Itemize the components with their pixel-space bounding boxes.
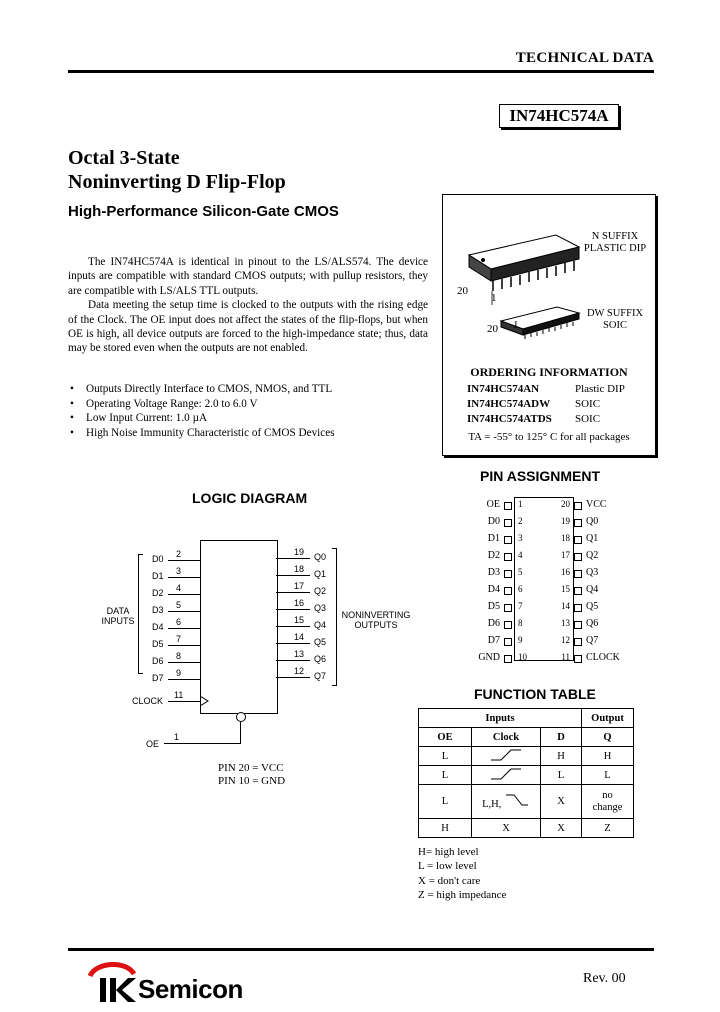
input-wire [168, 611, 200, 612]
feature-item: • Outputs Directly Interface to CMOS, NMOS, and TTL [68, 382, 428, 397]
input-label: D2 [152, 588, 164, 598]
falling-edge-icon [504, 793, 530, 807]
description-paragraph: Data meeting the setup time is clocked to the outputs with the rising edge of the Clock. The OE input does not affect the states of the flip-flops, but when OE is high, all device outputs are forced to the high-impedance state; thus, data may be stored even when the outputs are not enabled. [68, 299, 428, 355]
input-label: D5 [152, 639, 164, 649]
output-wire [276, 609, 310, 610]
pin-name: Q6 [586, 618, 599, 629]
pin-name: D5 [487, 601, 500, 612]
pin-number: 17 [561, 550, 570, 560]
output-wire [276, 660, 310, 661]
pin-number: 18 [561, 533, 570, 543]
output-label: Q4 [314, 620, 327, 630]
pin-name: VCC [586, 499, 607, 510]
col-header: Q [582, 728, 634, 747]
header-label: TECHNICAL DATA [515, 50, 654, 66]
footer-rule [68, 948, 654, 951]
function-legend: H= high level L = low level X = don't care Z = high impedance [418, 846, 507, 901]
output-pin: 16 [294, 598, 305, 608]
clock-wire [168, 701, 200, 702]
oe-wire-vertical [240, 722, 241, 744]
pin-number: 1 [518, 499, 523, 509]
pin-assignment-diagram [470, 495, 630, 667]
function-table-title: FUNCTION TABLE [474, 686, 596, 702]
output-pin: 12 [294, 666, 305, 676]
soic-pin-1-label: 1 [513, 319, 519, 331]
pin-name: D1 [487, 533, 500, 544]
input-pin: 3 [176, 566, 182, 576]
output-pin: 17 [294, 581, 305, 591]
n-suffix-label: N SUFFIX PLASTIC DIP [583, 231, 647, 254]
input-label: D7 [152, 673, 164, 683]
output-label: Q1 [314, 569, 327, 579]
input-pin: 7 [176, 634, 182, 644]
feature-item: • Low Input Current: 1.0 µA [68, 411, 428, 426]
rising-edge-icon [489, 767, 523, 781]
dip-pin-1-label: 1 [491, 292, 497, 304]
page-title [68, 146, 286, 194]
output-wire [276, 558, 310, 559]
input-pin: 6 [176, 617, 182, 627]
pin-number: 9 [518, 635, 523, 645]
output-pin: 18 [294, 564, 305, 574]
output-wire [276, 677, 310, 678]
pin-name: D4 [487, 584, 500, 595]
col-header: Clock [472, 728, 541, 747]
oe-inversion-bubble [236, 712, 246, 722]
logo-text: Semicon [138, 974, 243, 1004]
title-line-2: Noninverting D Flip-Flop [68, 171, 286, 193]
output-label: Q0 [314, 552, 327, 562]
pin-number: 11 [561, 652, 570, 662]
pin-number: 14 [561, 601, 570, 611]
pin-number: 10 [518, 652, 527, 662]
pin-name: D0 [487, 516, 500, 527]
pin-name: D3 [487, 567, 500, 578]
input-label: D0 [152, 554, 164, 564]
clock-label: CLOCK [132, 696, 164, 706]
input-wire [168, 594, 200, 595]
pin-number: 5 [518, 567, 523, 577]
pin-name: Q1 [586, 533, 599, 544]
pin-name: GND [478, 652, 500, 663]
pin-name: OE [486, 499, 500, 510]
output-pin: 13 [294, 649, 305, 659]
input-label: D6 [152, 656, 164, 666]
pin-number: 8 [518, 618, 523, 628]
output-wire [276, 575, 310, 576]
title-line-1: Octal 3-State [68, 147, 180, 169]
ordering-row: IN74HC574ADW SOIC [467, 398, 601, 410]
output-bracket [332, 548, 337, 686]
pin-name: Q2 [586, 550, 599, 561]
company-logo [86, 958, 266, 1011]
input-label: D3 [152, 605, 164, 615]
description [68, 255, 428, 356]
input-wire [168, 679, 200, 680]
soic-package-icon [497, 303, 587, 343]
dw-suffix-label: DW SUFFIX SOIC [586, 308, 644, 331]
input-bracket [138, 554, 143, 674]
table-row: L L,H, X no change [419, 785, 634, 819]
input-pin: 9 [176, 668, 182, 678]
table-row: L H H [419, 747, 634, 766]
output-wire [276, 643, 310, 644]
input-wire [168, 645, 200, 646]
pin-number: 13 [561, 618, 570, 628]
package-box [442, 194, 656, 456]
pin-number: 3 [518, 533, 523, 543]
function-table [418, 708, 634, 838]
pin-number: 20 [561, 499, 570, 509]
power-notes: PIN 20 = VCC PIN 10 = GND [218, 762, 286, 787]
input-pin: 8 [176, 651, 182, 661]
output-label: Q6 [314, 654, 327, 664]
oe-pin: 1 [174, 732, 180, 742]
input-wire [168, 628, 200, 629]
col-header: OE [419, 728, 472, 747]
table-row: H X X Z [419, 819, 634, 838]
description-paragraph: The IN74HC574A is identical in pinout to the LS/ALS574. The device inputs are compatible with standard CMOS outputs; with pullup resistors, they are compatible with LS/ALS TTL outputs. [68, 256, 428, 297]
ordering-row: IN74HC574AN Plastic DIP [467, 383, 625, 395]
input-wire [168, 560, 200, 561]
output-label: Q5 [314, 637, 327, 647]
pin-number: 4 [518, 550, 523, 560]
output-pin: 14 [294, 632, 305, 642]
feature-list [68, 382, 428, 441]
output-wire [276, 592, 310, 593]
logic-diagram [98, 536, 418, 796]
pin-name: Q4 [586, 584, 599, 595]
output-label: Q7 [314, 671, 327, 681]
pin-number: 15 [561, 584, 570, 594]
pin-name: Q7 [586, 635, 599, 646]
pin-name: D6 [487, 618, 500, 629]
pin-name: D7 [487, 635, 500, 646]
pin-name: Q3 [586, 567, 599, 578]
outputs-label: NONINVERTING OUTPUTS [341, 610, 411, 630]
pin-number: 19 [561, 516, 570, 526]
logic-diagram-title: LOGIC DIAGRAM [192, 490, 308, 506]
input-pin: 4 [176, 583, 182, 593]
pin-name: Q5 [586, 601, 599, 612]
revision: Rev. 00 [583, 971, 626, 986]
input-label: D4 [152, 622, 164, 632]
pin-number: 2 [518, 516, 523, 526]
logic-chip-body [200, 540, 278, 714]
clock-pin: 11 [174, 690, 184, 700]
header-rule [68, 70, 654, 73]
output-header: Output [582, 709, 634, 728]
pin-name: D2 [487, 550, 500, 561]
pin-name: CLOCK [586, 652, 620, 663]
ordering-title: ORDERING INFORMATION [470, 365, 628, 379]
col-header: D [541, 728, 582, 747]
input-label: D1 [152, 571, 164, 581]
feature-item: • Operating Voltage Range: 2.0 to 6.0 V [68, 397, 428, 412]
table-row: L L L [419, 766, 634, 785]
inputs-header: Inputs [419, 709, 582, 728]
soic-pin-20-label: 20 [487, 323, 498, 335]
input-pin: 2 [176, 549, 182, 559]
temperature-note: TA = -55° to 125° C for all packages [468, 431, 630, 443]
ordering-table [467, 383, 647, 428]
input-wire [168, 577, 200, 578]
feature-item: • High Noise Immunity Characteristic of CMOS Devices [68, 426, 428, 441]
output-label: Q3 [314, 603, 327, 613]
dip-pin-20-label: 20 [457, 285, 468, 297]
pin-number: 12 [561, 635, 570, 645]
pin-assignment-title: PIN ASSIGNMENT [480, 468, 601, 484]
output-pin: 15 [294, 615, 305, 625]
output-pin: 19 [294, 547, 305, 557]
pin-number: 7 [518, 601, 523, 611]
pin-number: 6 [518, 584, 523, 594]
input-pin: 5 [176, 600, 182, 610]
oe-label: OE [146, 739, 160, 749]
data-inputs-label: DATA INPUTS [101, 606, 135, 626]
output-label: Q2 [314, 586, 327, 596]
pin-name: Q0 [586, 516, 599, 527]
pin-number: 16 [561, 567, 570, 577]
oe-wire-horizontal [164, 743, 241, 744]
input-wire [168, 662, 200, 663]
rising-edge-icon [489, 748, 523, 762]
part-number: IN74HC574A [499, 104, 619, 128]
clock-edge-icon [200, 694, 214, 708]
page-subtitle: High-Performance Silicon-Gate CMOS [68, 203, 339, 220]
ordering-row: IN74HC574ATDS SOIC [467, 413, 601, 425]
output-wire [276, 626, 310, 627]
